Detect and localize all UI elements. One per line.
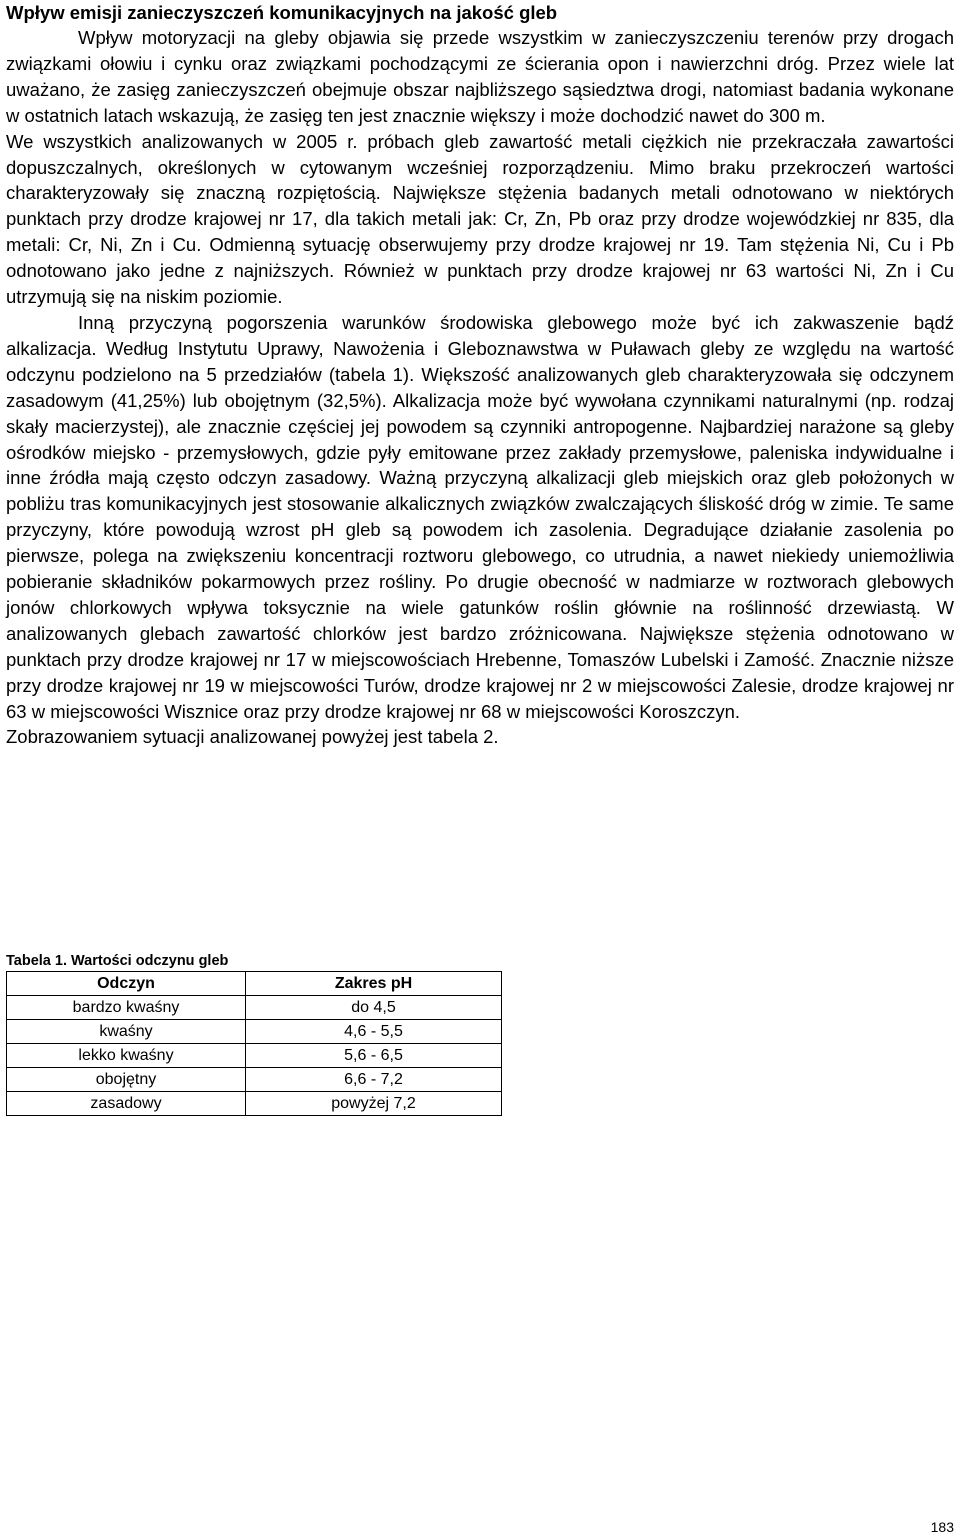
section-title: Wpływ emisji zanieczyszczeń komunikacyjnych na jakość gleb [6,2,558,23]
paragraph-1: Wpływ motoryzacji na gleby objawia się przede wszystkim w zanieczyszczeniu terenów przy drogach związkami ołowiu i cynku oraz związkami pochodzącymi ze ścierania opon i nawierzchni dróg. Przez wiele lat uważano, że zasięg zanieczyszczeń obejmuje obszar najbliższego sąsiedztwa drogi, natomiast badania wykonane w ostatnich latach wskazują, że zasięg ten jest znacznie większy i może dochodzić nawet do 300 m. [6,27,954,126]
table-row [7,1020,502,1044]
table-cell: 6,6 - 7,2 [246,1068,502,1092]
table-cell: zasadowy [7,1092,246,1116]
column-header-odczyn: Odczyn [7,972,246,996]
table-row [7,1092,502,1116]
table-cell: lekko kwaśny [7,1044,246,1068]
table-row [7,996,502,1020]
table-cell: bardzo kwaśny [7,996,246,1020]
table-row [7,1044,502,1068]
paragraph-4: Zobrazowaniem sytuacji analizowanej powyżej jest tabela 2. [6,726,499,748]
paragraph-2: We wszystkich analizowanych w 2005 r. próbach gleb zawartość metali ciężkich nie przekraczała zawartości dopuszczalnych, określonych w cytowanym wcześniej rozporządzeniu. Mimo braku przekroczeń wartości charakteryzowały się znaczną rozpiętością. Największe stężenia badanych metali odnotowano w niektórych punktach przy drodze krajowej nr 17, dla takich metali jak: Cr, Zn, Pb oraz przy drodze wojewódzkiej nr 835, dla metali: Cr, Ni, Zn i Cu. Odmienną sytuację obserwujemy przy drodze krajowej nr 19. Tam stężenia Ni, Cu i Pb odnotowano jako jedne z najniższych. Również w punktach przy drodze krajowej nr 63 wartości Ni, Zn i Cu utrzymują się na niskim poziomie. [6,130,954,308]
page-number: 183 [930,1519,954,1535]
table-row [7,1068,502,1092]
table-cell: obojętny [7,1068,246,1092]
table-caption: Tabela 1. Wartości odczynu gleb [6,953,229,969]
ph-table [6,971,502,1116]
table-cell: kwaśny [7,1020,246,1044]
column-header-zakres-ph: Zakres pH [246,972,502,996]
table-header-row [7,972,502,996]
table-cell: 5,6 - 6,5 [246,1044,502,1068]
table-cell: do 4,5 [246,996,502,1020]
table-cell: powyżej 7,2 [246,1092,502,1116]
table-cell: 4,6 - 5,5 [246,1020,502,1044]
paragraph-3: Inną przyczyną pogorszenia warunków środowiska glebowego może być ich zakwaszenie bądź alkalizacja. Według Instytutu Uprawy, Nawożenia i Gleboznawstwa w Puławach gleby ze względu na wartość odczynu podzielono na 5 przedziałów (tabela 1). Większość analizowanych gleb charakteryzowała się odczynem zasadowym (41,25%) lub obojętnym (32,5%). Alkalizacja może być wywołana czynnikami naturalnymi (np. rodzaj skały macierzystej), ale znacznie częściej jej powodem są czynniki antropogenne. Najbardziej narażone są gleby ośrodków miejsko - przemysłowych, gdzie pyły emitowane przez zakłady przemysłowe, paleniska indywidualne i inne źródła mają często odczyn zasadowy. Ważną przyczyną alkalizacji gleb miejskich oraz gleb położonych w pobliżu tras komunikacyjnych jest stosowanie alkalicznych związków zwalczających śliskość dróg w zimie. Te same przyczyny, które powodują wzrost pH gleb są powodem ich zasolenia. Degradujące działanie zasolenia po pierwsze, polega na zwiększeniu koncentracji roztworu glebowego, co utrudnia, a nawet niekiedy uniemożliwia pobieranie składników pokarmowych przez rośliny. Po drugie obecność w nadmiarze w roztworach glebowych jonów chlorkowych wpływa toksycznie na wiele gatunków roślin głównie na roślinność drzewiastą. W analizowanych glebach zawartość chlorków jest bardzo zróżnicowana. Największe stężenia odnotowano w punktach przy drodze krajowej nr 17 w miejscowościach Hrebenne, Tomaszów Lubelski i Zamość. Znacznie niższe przy drodze krajowej nr 19 w miejscowości Turów, drodze krajowej nr 2 w miejscowości Zalesie, drodze krajowej nr 63 w miejscowości Wisznice oraz przy drodze krajowej nr 68 w miejscowości Koroszczyn. [6,311,954,722]
document-body [6,0,954,750]
